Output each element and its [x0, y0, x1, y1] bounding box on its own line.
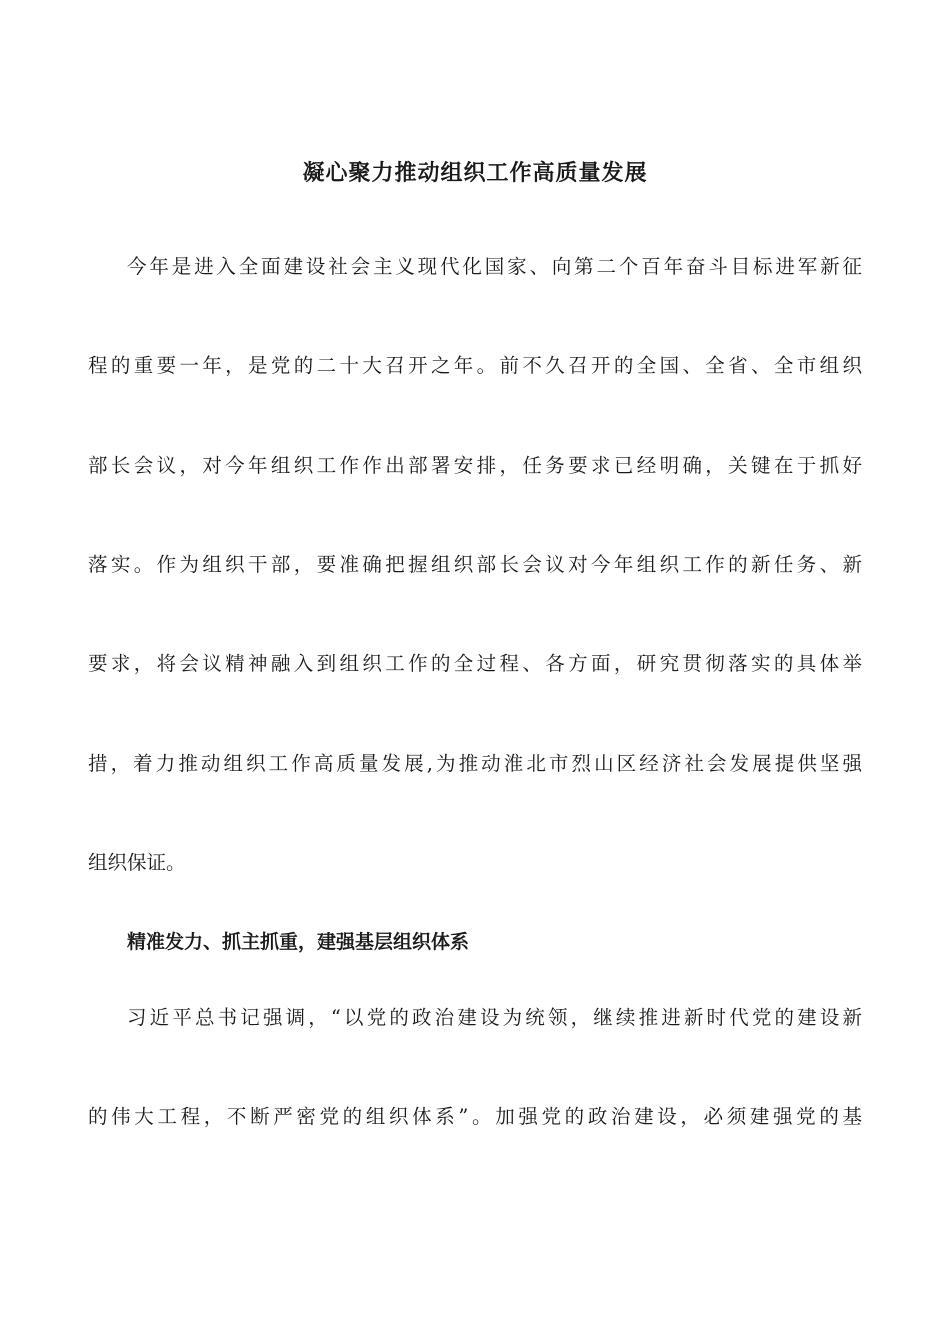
paragraph-line: 措，着力推动组织工作高质量发展,为推动淮北市烈山区经济社会发展提供坚强 — [88, 752, 862, 775]
paragraph-line: 组织保证。 — [88, 851, 186, 874]
paragraph-line: 落实。作为组织干部，要准确把握组织部长会议对今年组织工作的新任务、新 — [88, 553, 862, 576]
paragraph-line: 习近平总书记强调，“以党的政治建设为统领，继续推进新时代党的建设新 — [127, 1006, 862, 1029]
paragraph-line: 今年是进入全面建设社会主义现代化国家、向第二个百年奋斗目标进军新征 — [127, 255, 862, 278]
document-title: 凝心聚力推动组织工作高质量发展 — [302, 161, 648, 186]
paragraph-line: 部长会议，对今年组织工作作出部署安排，任务要求已经明确，关键在于抓好 — [88, 454, 862, 477]
paragraph-line: 的伟大工程，不断严密党的组织体系”。加强党的政治建设，必须建强党的基 — [88, 1105, 862, 1128]
paragraph-line: 程的重要一年，是党的二十大召开之年。前不久召开的全国、全省、全市组织 — [88, 354, 862, 377]
paragraph-line: 要求，将会议精神融入到组织工作的全过程、各方面，研究贯彻落实的具体举 — [88, 652, 862, 675]
section-heading: 精准发力、抓主抓重，建强基层组织体系 — [127, 931, 470, 953]
